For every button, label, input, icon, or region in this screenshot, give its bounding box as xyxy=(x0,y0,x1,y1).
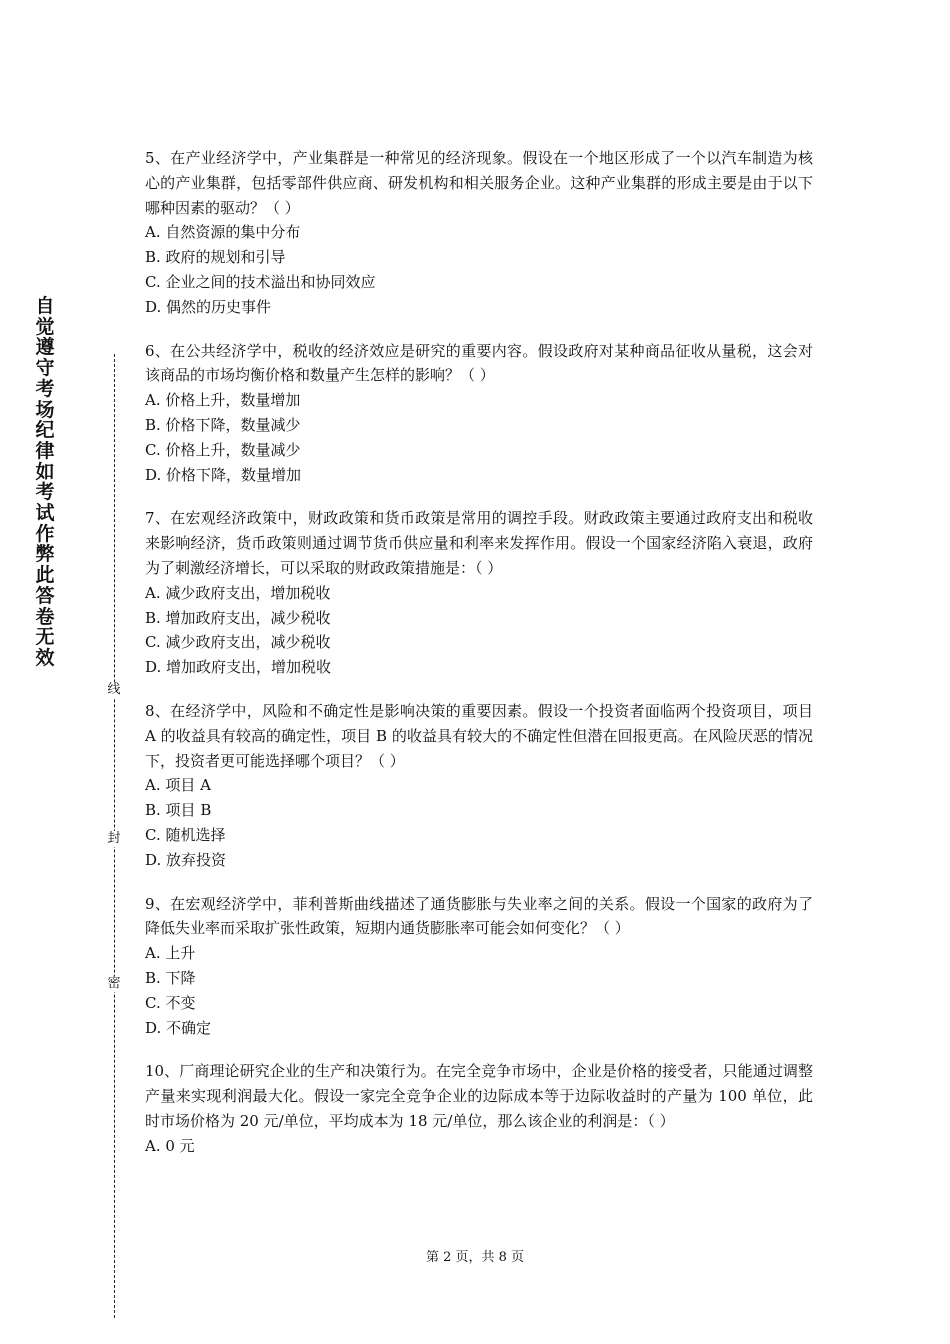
cut-line-label-xian: 线 xyxy=(107,682,121,697)
question-stem: 8、在经济学中，风险和不确定性是影响决策的重要因素。假设一个投资者面临两个投资项目，项目 A 的收益具有较高的确定性，项目 B 的收益具有较大的不确定性但潜在回报更高。在风险厌恶的情况下，投资者更可能选择哪个项目？（ ） xyxy=(145,701,813,770)
option-a: A. 0 元 xyxy=(145,1136,195,1155)
option-d: D. 价格下降，数量增加 xyxy=(145,465,302,484)
question-9 xyxy=(145,892,813,1041)
question-stem: 10、厂商理论研究企业的生产和决策行为。在完全竞争市场中，企业是价格的接受者，只能通过调整产量来实现利润最大化。假设一家完全竞争企业的边际成本等于边际收益时的产量为 100 单位，此时市场价格为 20 元/单位，平均成本为 18 元/单位，那么该企业的利润是：（ ） xyxy=(145,1062,813,1130)
option-d: D. 不确定 xyxy=(145,1018,212,1037)
option-b: B. 下降 xyxy=(145,968,196,987)
exam-discipline-note: 自觉遵守考场纪律如考试作弊此答卷无效 xyxy=(35,295,55,669)
option-a: A. 上升 xyxy=(145,944,196,963)
cut-line-label-mi: 密 xyxy=(107,976,121,991)
option-c: C. 价格上升，数量减少 xyxy=(145,440,301,459)
option-d: D. 偶然的历史事件 xyxy=(145,297,272,316)
question-stem: 6、在公共经济学中，税收的经济效应是研究的重要内容。假设政府对某种商品征收从量税，这会对该商品的市场均衡价格和数量产生怎样的影响？（ ） xyxy=(145,341,813,385)
option-a: A. 价格上升，数量增加 xyxy=(145,391,301,410)
option-b: B. 增加政府支出，减少税收 xyxy=(145,608,331,627)
question-8 xyxy=(145,699,813,873)
question-stem: 5、在产业经济学中，产业集群是一种常见的经济现象。假设在一个地区形成了一个以汽车制造为核心的产业集群，包括零部件供应商、研发机构和相关服务企业。这种产业集群的形成主要是由于以下哪种因素的驱动？（ ） xyxy=(145,149,813,217)
option-c: C. 企业之间的技术溢出和协同效应 xyxy=(145,272,376,291)
question-10 xyxy=(145,1059,813,1158)
question-stem: 7、在宏观经济政策中，财政政策和货币政策是常用的调控手段。财政政策主要通过政府支出和税收来影响经济，货币政策则通过调节货币供应量和利率来发挥作用。假设一个国家经济陷入衰退，政府为了刺激经济增长，可以采取的财政政策措施是：（ ） xyxy=(145,509,813,577)
option-c: C. 不变 xyxy=(145,993,196,1012)
option-b: B. 项目 B xyxy=(145,801,212,820)
option-d: D. 放弃投资 xyxy=(145,850,227,869)
option-b: B. 价格下降，数量减少 xyxy=(145,415,301,434)
option-c: C. 减少政府支出，减少税收 xyxy=(145,633,331,652)
question-6 xyxy=(145,339,813,488)
question-5 xyxy=(145,146,813,320)
question-stem: 9、在宏观经济学中，菲利普斯曲线描述了通货膨胀与失业率之间的关系。假设一个国家的政府为了降低失业率而采取扩张性政策，短期内通货膨胀率可能会如何变化？（ ） xyxy=(145,894,813,938)
page-number: 第 2 页，共 8 页 xyxy=(425,1250,525,1265)
option-c: C. 随机选择 xyxy=(145,825,226,844)
option-d: D. 增加政府支出，增加税收 xyxy=(145,658,332,677)
cut-line-label-feng: 封 xyxy=(107,831,121,846)
option-a: A. 项目 A xyxy=(145,776,211,795)
option-a: A. 减少政府支出，增加税收 xyxy=(145,583,331,602)
option-b: B. 政府的规划和引导 xyxy=(145,248,286,267)
question-7 xyxy=(145,506,813,680)
question-list xyxy=(145,146,813,1177)
option-a: A. 自然资源的集中分布 xyxy=(145,223,301,242)
